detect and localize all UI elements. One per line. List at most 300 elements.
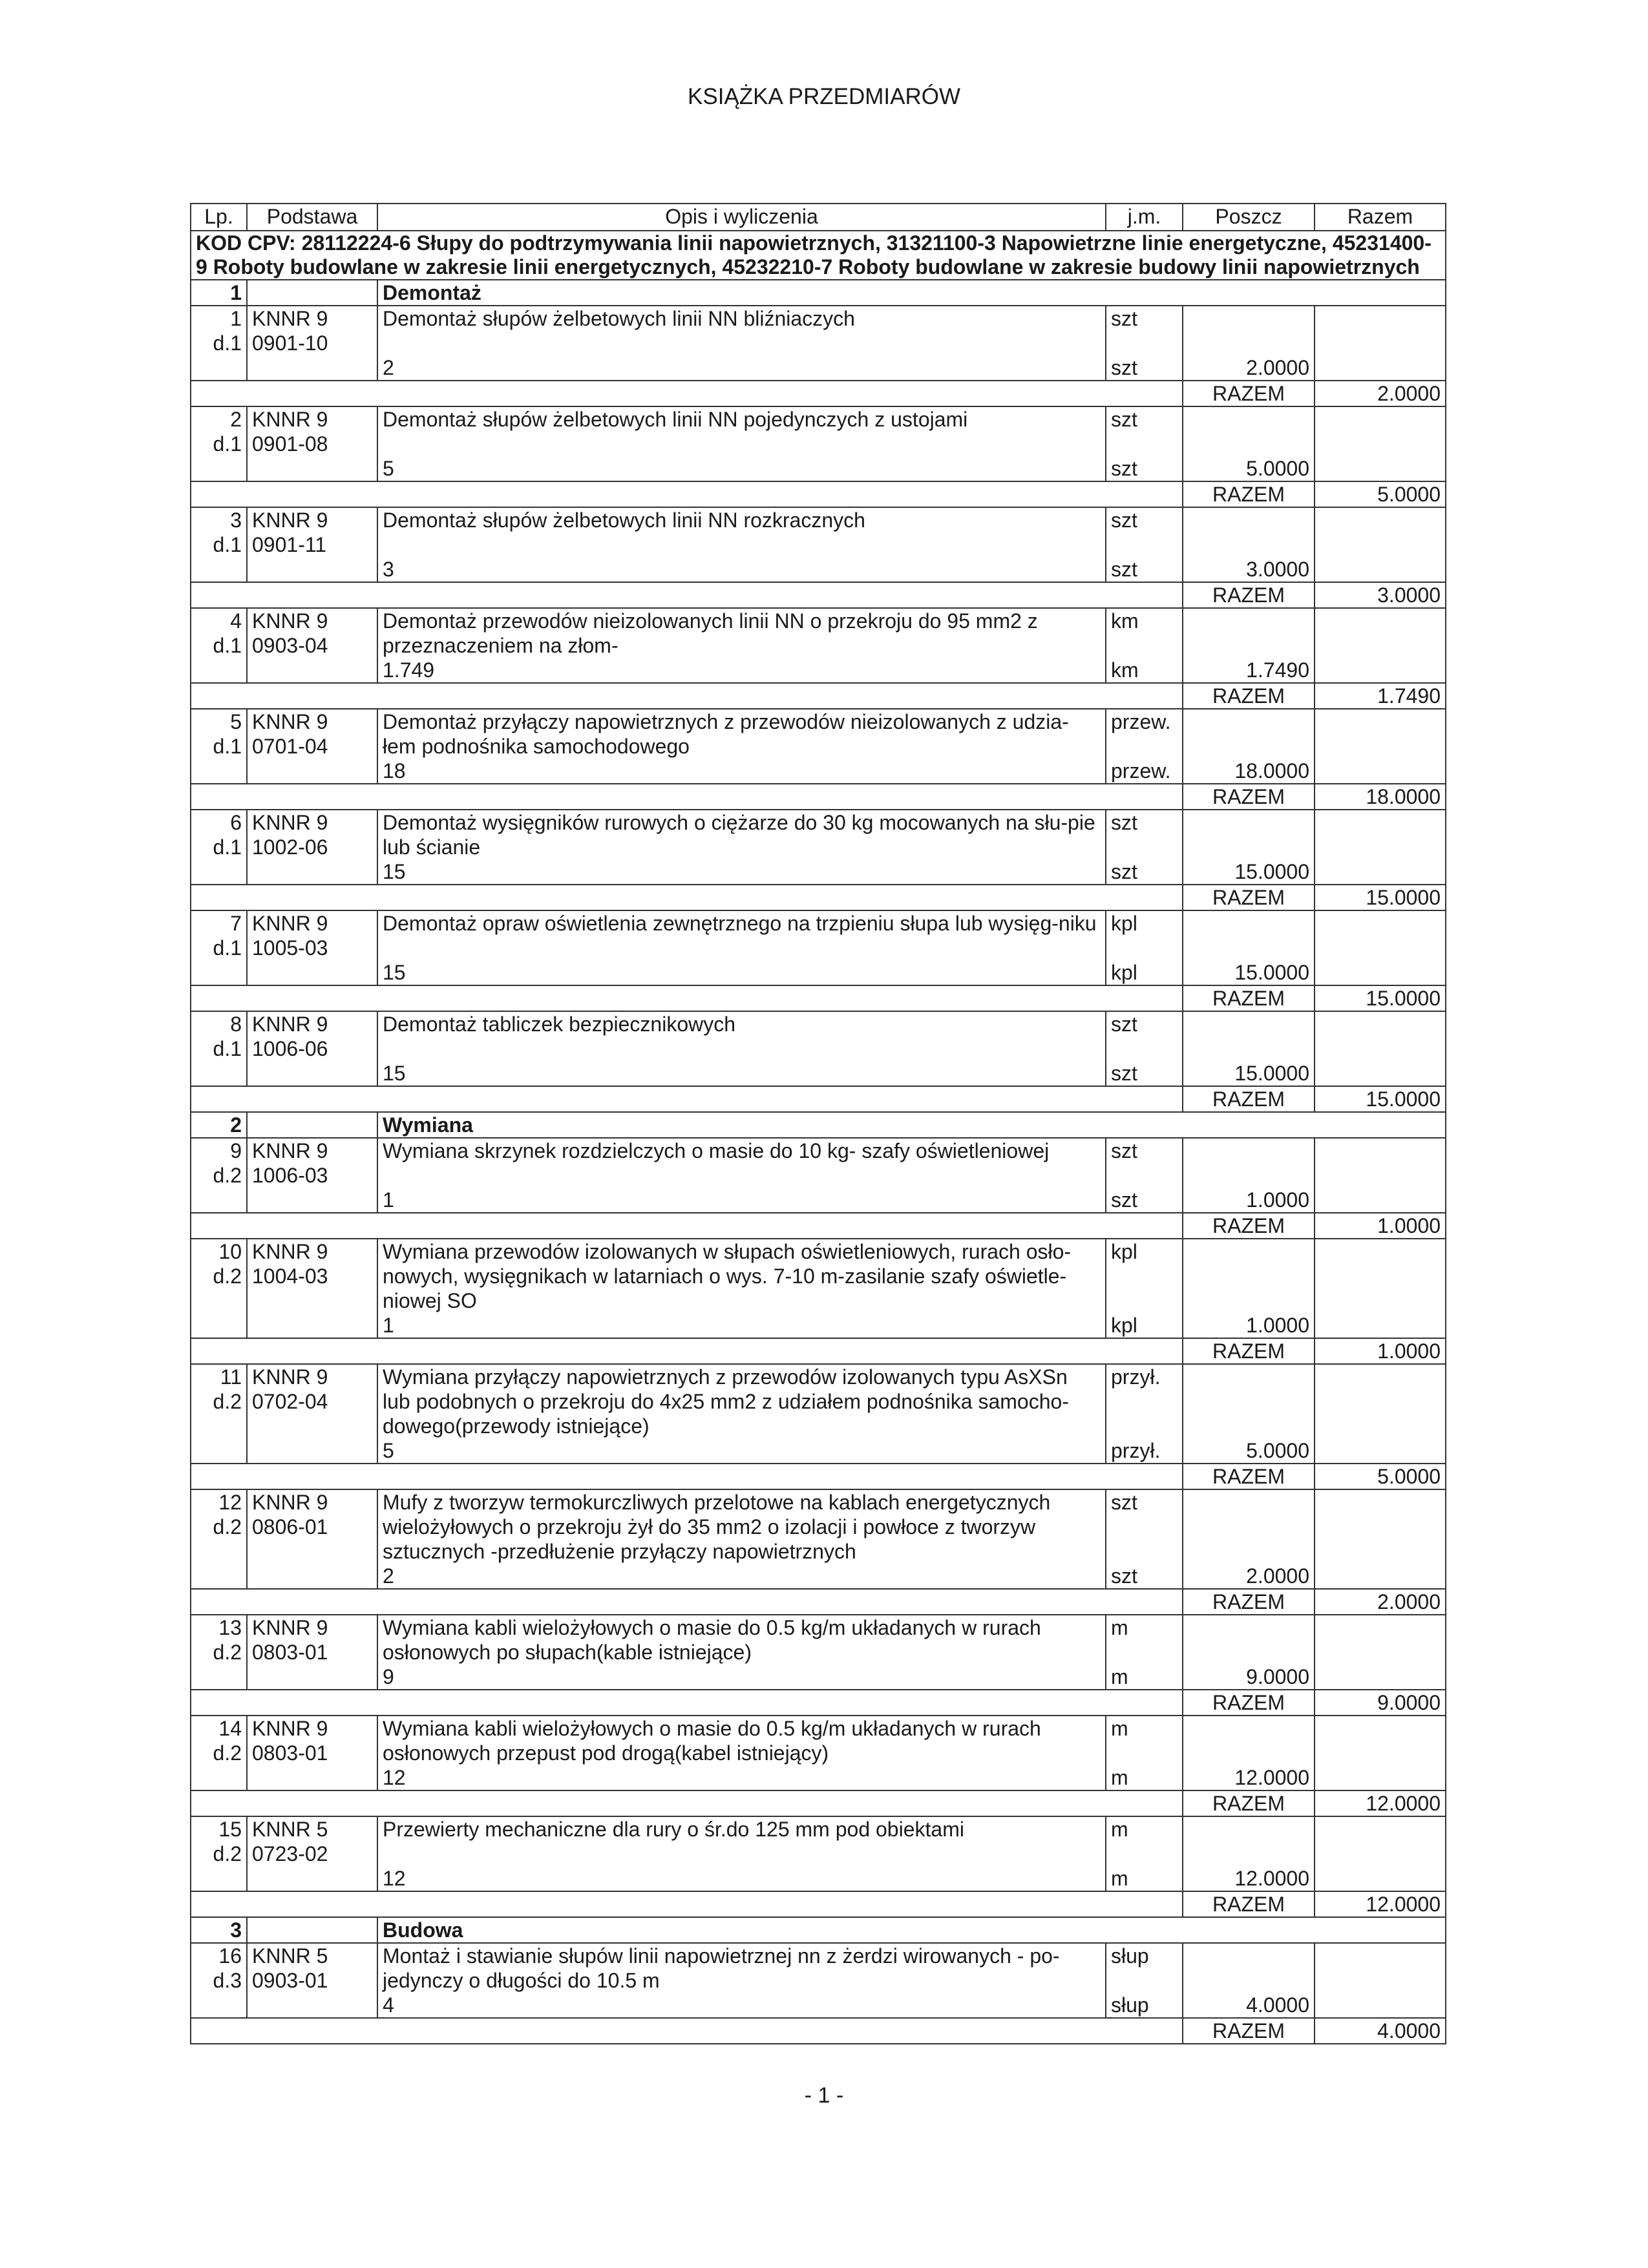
item-total-empty (1315, 1138, 1446, 1213)
item-lp-number: 2 (230, 408, 242, 431)
item-description-text: Demontaż słupów żelbetowych linii NN pojedynczych z ustojami (383, 408, 968, 431)
item-lp-number: 1 (230, 307, 242, 330)
table-row (191, 406, 1446, 481)
item-lp-sub: d.1 (213, 331, 242, 355)
item-quantity: 1.0000 (1183, 1138, 1315, 1213)
razem-label: RAZEM (1183, 481, 1315, 507)
item-unit-bottom: słup (1111, 1993, 1149, 2017)
item-calculation: 18 (383, 759, 406, 782)
table-body (191, 231, 1446, 2044)
table-row (191, 709, 1446, 784)
item-calculation: 5 (383, 1439, 394, 1462)
table-row (191, 507, 1446, 582)
header-lp: Lp. (191, 204, 247, 231)
razem-row (191, 1464, 1446, 1489)
razem-spacer (191, 985, 1183, 1011)
razem-value: 15.0000 (1315, 985, 1446, 1011)
razem-row (191, 381, 1446, 406)
item-total-empty (1315, 1489, 1446, 1589)
item-lp-number: 4 (230, 609, 242, 633)
item-calculation: 5 (383, 457, 394, 480)
razem-label: RAZEM (1183, 582, 1315, 608)
razem-spacer (191, 2018, 1183, 2044)
item-unit (1106, 709, 1183, 784)
item-lp-sub: d.1 (213, 936, 242, 960)
item-basis (247, 1011, 377, 1086)
item-lp (191, 1138, 247, 1213)
razem-row (191, 582, 1446, 608)
item-unit (1106, 1138, 1183, 1213)
item-basis (247, 1943, 377, 2018)
razem-value: 1.7490 (1315, 683, 1446, 709)
item-quantity: 3.0000 (1183, 507, 1315, 582)
item-lp (191, 910, 247, 985)
item-unit-top: kpl (1111, 1240, 1137, 1263)
item-lp-number: 6 (230, 811, 242, 834)
item-description-text: Demontaż przyłączy napowietrznych z przewodów nieizolowanych z udzia-łem podnośnika samochodowego (383, 710, 1069, 758)
razem-value: 1.0000 (1315, 1338, 1446, 1364)
item-total-empty (1315, 810, 1446, 885)
section-number: 2 (191, 1112, 247, 1138)
header-razem: Razem (1315, 204, 1446, 231)
razem-value: 15.0000 (1315, 1086, 1446, 1112)
item-unit (1106, 608, 1183, 683)
item-basis (247, 406, 377, 481)
item-basis-sub: 0901-08 (252, 432, 328, 456)
razem-value: 4.0000 (1315, 2018, 1446, 2044)
section-row (191, 1112, 1446, 1138)
item-basis (247, 507, 377, 582)
item-total-empty (1315, 910, 1446, 985)
razem-spacer (191, 784, 1183, 810)
razem-row (191, 2018, 1446, 2044)
cpv-text: KOD CPV: 28112224-6 Słupy do podtrzymywania linii napowietrznych, 31321100-3 Napowietrzne linie energetyczne, 45231400-9 Roboty budowlane w zakresie linii energetycznych, 45232210-7 Roboty budowlane w zakresie budowy linii napowietrznych (191, 231, 1446, 280)
item-lp (191, 1943, 247, 2018)
item-unit-bottom: szt (1111, 1062, 1137, 1085)
table-row (191, 1615, 1446, 1690)
item-lp (191, 709, 247, 784)
item-total-empty (1315, 406, 1446, 481)
item-basis (247, 1816, 377, 1891)
razem-label: RAZEM (1183, 1891, 1315, 1917)
razem-label: RAZEM (1183, 784, 1315, 810)
item-unit-bottom: szt (1111, 1188, 1137, 1212)
header-podstawa: Podstawa (247, 204, 377, 231)
item-basis-code: KNNR 9 (252, 811, 328, 834)
table-row (191, 1716, 1446, 1790)
page-number: - 1 - (804, 2083, 844, 2108)
item-basis (247, 1364, 377, 1464)
razem-label: RAZEM (1183, 381, 1315, 406)
item-basis-code: KNNR 9 (252, 1139, 328, 1162)
item-total-empty (1315, 709, 1446, 784)
item-lp-number: 7 (230, 912, 242, 935)
item-total-empty (1315, 1615, 1446, 1690)
item-description-text: Demontaż słupów żelbetowych linii NN rozkracznych (383, 509, 865, 532)
razem-row (191, 1086, 1446, 1112)
item-calculation: 1 (383, 1314, 394, 1337)
razem-label: RAZEM (1183, 1338, 1315, 1364)
item-lp-number: 16 (218, 1944, 242, 1968)
item-unit-bottom: km (1111, 658, 1139, 682)
item-calculation: 12 (383, 1766, 406, 1789)
item-lp-sub: d.1 (213, 1037, 242, 1060)
razem-label: RAZEM (1183, 1790, 1315, 1816)
item-lp-number: 3 (230, 509, 242, 532)
section-spacer (247, 1112, 377, 1138)
item-calculation: 2 (383, 1564, 394, 1588)
item-quantity: 4.0000 (1183, 1943, 1315, 2018)
item-lp-sub: d.2 (213, 1842, 242, 1865)
razem-spacer (191, 381, 1183, 406)
razem-row (191, 683, 1446, 709)
item-unit-bottom: przew. (1111, 759, 1171, 782)
item-description-text: Demontaż wysięgników rurowych o ciężarze do 30 kg mocowanych na słu-pie lub ścianie (383, 811, 1095, 859)
item-basis-code: KNNR 9 (252, 1717, 328, 1740)
item-unit (1106, 1943, 1183, 2018)
razem-spacer (191, 1086, 1183, 1112)
razem-spacer (191, 1790, 1183, 1816)
item-basis-sub: 0901-10 (252, 331, 328, 355)
item-unit-bottom: m (1111, 1665, 1128, 1688)
item-quantity: 2.0000 (1183, 306, 1315, 381)
table-row (191, 1011, 1446, 1086)
item-unit (1106, 1364, 1183, 1464)
item-basis-code: KNNR 9 (252, 307, 328, 330)
item-total-empty (1315, 1816, 1446, 1891)
razem-label: RAZEM (1183, 1213, 1315, 1239)
item-description (377, 1489, 1106, 1589)
item-unit (1106, 810, 1183, 885)
razem-label: RAZEM (1183, 985, 1315, 1011)
razem-spacer (191, 683, 1183, 709)
item-total-empty (1315, 306, 1446, 381)
item-lp (191, 1364, 247, 1464)
item-lp-number: 11 (220, 1365, 242, 1389)
item-quantity: 15.0000 (1183, 910, 1315, 985)
table-row (191, 910, 1446, 985)
item-basis-sub: 1006-06 (252, 1037, 328, 1060)
item-lp (191, 1816, 247, 1891)
item-total-empty (1315, 608, 1446, 683)
razem-row (191, 1213, 1446, 1239)
item-description-text: Wymiana kabli wielożyłowych o masie do 0.5 kg/m układanych w rurach osłonowych przepust pod drogą(kabel istniejący) (383, 1717, 1041, 1765)
item-basis (247, 910, 377, 985)
item-calculation: 1.749 (383, 658, 435, 682)
table-row (191, 810, 1446, 885)
item-description (377, 810, 1106, 885)
item-description-text: Przewierty mechaniczne dla rury o śr.do 125 mm pod obiektami (383, 1818, 964, 1841)
item-lp (191, 1615, 247, 1690)
razem-spacer (191, 582, 1183, 608)
razem-row (191, 1891, 1446, 1917)
item-lp-number: 15 (218, 1818, 242, 1841)
item-quantity: 15.0000 (1183, 810, 1315, 885)
item-lp-sub: d.1 (213, 533, 242, 556)
item-basis-code: KNNR 9 (252, 1616, 328, 1639)
item-unit-top: szt (1111, 1139, 1137, 1162)
item-lp-number: 12 (218, 1491, 242, 1514)
razem-spacer (191, 1690, 1183, 1716)
item-quantity: 12.0000 (1183, 1816, 1315, 1891)
item-total-empty (1315, 1364, 1446, 1464)
razem-spacer (191, 1464, 1183, 1489)
item-basis-code: KNNR 9 (252, 912, 328, 935)
item-lp (191, 1239, 247, 1338)
item-unit (1106, 507, 1183, 582)
item-description (377, 406, 1106, 481)
item-description (377, 709, 1106, 784)
item-lp-sub: d.2 (213, 1390, 242, 1413)
section-spacer (247, 280, 377, 306)
item-lp-sub: d.2 (213, 1741, 242, 1765)
item-lp-number: 13 (218, 1616, 242, 1639)
razem-value: 3.0000 (1315, 582, 1446, 608)
item-basis-sub: 0903-04 (252, 634, 328, 657)
item-calculation: 3 (383, 558, 394, 581)
item-lp-sub: d.2 (213, 1641, 242, 1664)
item-quantity: 2.0000 (1183, 1489, 1315, 1589)
item-quantity: 1.7490 (1183, 608, 1315, 683)
item-quantity: 18.0000 (1183, 709, 1315, 784)
razem-spacer (191, 1891, 1183, 1917)
razem-value: 2.0000 (1315, 381, 1446, 406)
item-unit-top: szt (1111, 1013, 1137, 1036)
razem-spacer (191, 885, 1183, 910)
item-lp-number: 9 (230, 1139, 242, 1162)
item-unit-bottom: szt (1111, 356, 1137, 379)
item-basis-sub: 1004-03 (252, 1265, 328, 1288)
table-row (191, 1239, 1446, 1338)
item-unit (1106, 1816, 1183, 1891)
razem-row (191, 885, 1446, 910)
item-quantity: 5.0000 (1183, 406, 1315, 481)
item-description (377, 608, 1106, 683)
table-row (191, 1138, 1446, 1213)
item-basis (247, 810, 377, 885)
table-header-row (191, 204, 1446, 231)
item-unit-bottom: szt (1111, 457, 1137, 480)
item-quantity: 1.0000 (1183, 1239, 1315, 1338)
razem-row (191, 784, 1446, 810)
item-description (377, 1615, 1106, 1690)
section-row (191, 1917, 1446, 1943)
razem-value: 12.0000 (1315, 1891, 1446, 1917)
item-basis-sub: 0702-04 (252, 1390, 328, 1413)
item-basis-sub: 0903-01 (252, 1969, 328, 1992)
item-basis (247, 1716, 377, 1790)
item-calculation: 1 (383, 1188, 394, 1212)
item-quantity: 5.0000 (1183, 1364, 1315, 1464)
item-lp-sub: d.2 (213, 1265, 242, 1288)
item-basis-code: KNNR 9 (252, 1491, 328, 1514)
table-row (191, 1364, 1446, 1464)
item-description-text: Demontaż opraw oświetlenia zewnętrznego na trzpieniu słupa lub wysięg-niku (383, 912, 1097, 935)
item-basis (247, 709, 377, 784)
item-lp-sub: d.2 (213, 1164, 242, 1187)
item-basis-sub: 0803-01 (252, 1641, 328, 1664)
item-basis-sub: 0803-01 (252, 1741, 328, 1765)
item-description (377, 1364, 1106, 1464)
item-unit-bottom: kpl (1111, 1314, 1137, 1337)
item-unit (1106, 1716, 1183, 1790)
item-description-text: Demontaż tabliczek bezpiecznikowych (383, 1013, 736, 1036)
item-lp (191, 1011, 247, 1086)
item-lp-number: 14 (218, 1717, 242, 1740)
razem-spacer (191, 481, 1183, 507)
item-basis (247, 1615, 377, 1690)
razem-label: RAZEM (1183, 1690, 1315, 1716)
item-unit (1106, 1615, 1183, 1690)
item-lp-sub: d.1 (213, 835, 242, 859)
item-basis-code: KNNR 9 (252, 1013, 328, 1036)
item-lp-sub: d.1 (213, 735, 242, 758)
razem-label: RAZEM (1183, 1086, 1315, 1112)
razem-row (191, 1589, 1446, 1615)
item-unit-top: m (1111, 1717, 1128, 1740)
item-unit-top: szt (1111, 509, 1137, 532)
item-unit-top: szt (1111, 307, 1137, 330)
item-lp (191, 306, 247, 381)
item-total-empty (1315, 1239, 1446, 1338)
item-calculation: 15 (383, 1062, 406, 1085)
item-unit-bottom: m (1111, 1867, 1128, 1890)
item-total-empty (1315, 1011, 1446, 1086)
razem-label: RAZEM (1183, 885, 1315, 910)
section-title: Wymiana (377, 1112, 1446, 1138)
item-total-empty (1315, 507, 1446, 582)
razem-row (191, 1790, 1446, 1816)
item-quantity: 15.0000 (1183, 1011, 1315, 1086)
item-lp (191, 507, 247, 582)
section-row (191, 280, 1446, 306)
razem-row (191, 481, 1446, 507)
table-row (191, 1489, 1446, 1589)
header-jm: j.m. (1106, 204, 1183, 231)
item-basis-code: KNNR 9 (252, 609, 328, 633)
razem-value: 1.0000 (1315, 1213, 1446, 1239)
razem-row (191, 1690, 1446, 1716)
item-lp (191, 1489, 247, 1589)
item-description (377, 1943, 1106, 2018)
razem-label: RAZEM (1183, 1464, 1315, 1489)
item-description (377, 1011, 1106, 1086)
item-calculation: 12 (383, 1867, 406, 1890)
item-unit-top: kpl (1111, 912, 1137, 935)
razem-label: RAZEM (1183, 2018, 1315, 2044)
table-row (191, 1816, 1446, 1891)
item-basis-sub: 0806-01 (252, 1515, 328, 1538)
item-basis-sub: 0701-04 (252, 735, 328, 758)
razem-label: RAZEM (1183, 683, 1315, 709)
item-unit-bottom: m (1111, 1766, 1128, 1789)
item-lp-sub: d.3 (213, 1969, 242, 1992)
item-basis (247, 306, 377, 381)
razem-spacer (191, 1213, 1183, 1239)
item-unit (1106, 306, 1183, 381)
item-basis-sub: 1002-06 (252, 835, 328, 859)
item-unit-bottom: szt (1111, 860, 1137, 883)
measurements-table (190, 203, 1446, 2044)
item-description (377, 910, 1106, 985)
section-title: Demontaż (377, 280, 1446, 306)
item-lp-number: 10 (218, 1240, 242, 1263)
item-unit (1106, 1239, 1183, 1338)
item-lp-sub: d.2 (213, 1515, 242, 1538)
item-basis-code: KNNR 9 (252, 710, 328, 733)
item-unit-top: przew. (1111, 710, 1171, 733)
item-unit (1106, 1489, 1183, 1589)
item-lp-number: 5 (230, 710, 242, 733)
item-unit-top: szt (1111, 1491, 1137, 1514)
item-description-text: Wymiana kabli wielożyłowych o masie do 0.5 kg/m układanych w rurach osłonowych po słupach(kable istniejące) (383, 1616, 1041, 1664)
item-calculation: 9 (383, 1665, 394, 1688)
item-unit-top: szt (1111, 408, 1137, 431)
item-unit-top: szt (1111, 811, 1137, 834)
item-lp-sub: d.1 (213, 634, 242, 657)
header-poszcz: Poszcz (1183, 204, 1315, 231)
item-basis (247, 1239, 377, 1338)
item-lp-sub: d.1 (213, 432, 242, 456)
item-unit (1106, 406, 1183, 481)
item-description-text: Wymiana skrzynek rozdzielczych o masie do 10 kg- szafy oświetleniowej (383, 1139, 1050, 1162)
header-opis: Opis i wyliczenia (377, 204, 1106, 231)
item-total-empty (1315, 1943, 1446, 2018)
razem-row (191, 985, 1446, 1011)
item-basis-sub: 0723-02 (252, 1842, 328, 1865)
item-lp-number: 8 (230, 1013, 242, 1036)
item-calculation: 4 (383, 1993, 394, 2017)
section-number: 1 (191, 280, 247, 306)
item-description (377, 1816, 1106, 1891)
item-unit-top: słup (1111, 1944, 1149, 1968)
section-spacer (247, 1917, 377, 1943)
item-basis-sub: 0901-11 (252, 533, 327, 556)
item-basis-code: KNNR 9 (252, 408, 328, 431)
razem-value: 2.0000 (1315, 1589, 1446, 1615)
item-unit-top: km (1111, 609, 1139, 633)
item-unit (1106, 910, 1183, 985)
item-unit-bottom: kpl (1111, 961, 1137, 984)
item-calculation: 2 (383, 356, 394, 379)
razem-value: 9.0000 (1315, 1690, 1446, 1716)
razem-value: 5.0000 (1315, 481, 1446, 507)
item-total-empty (1315, 1716, 1446, 1790)
item-basis-code: KNNR 9 (252, 509, 328, 532)
item-basis (247, 608, 377, 683)
razem-spacer (191, 1338, 1183, 1364)
item-calculation: 15 (383, 961, 406, 984)
razem-value: 5.0000 (1315, 1464, 1446, 1489)
item-description (377, 507, 1106, 582)
item-basis-code: KNNR 9 (252, 1365, 328, 1389)
item-quantity: 12.0000 (1183, 1716, 1315, 1790)
item-basis-code: KNNR 5 (252, 1818, 328, 1841)
item-unit-bottom: przył. (1111, 1439, 1161, 1462)
razem-value: 15.0000 (1315, 885, 1446, 910)
item-basis (247, 1489, 377, 1589)
table-row (191, 306, 1446, 381)
razem-row (191, 1338, 1446, 1364)
item-unit-bottom: szt (1111, 1564, 1137, 1588)
item-unit (1106, 1011, 1183, 1086)
item-description-text: Wymiana przyłączy napowietrznych z przewodów izolowanych typu AsXSn lub podobnych o przekroju do 4x25 mm2 z udziałem podnośnika samocho-dowego(przewody istniejące) (383, 1365, 1069, 1438)
item-description-text: Mufy z tworzyw termokurczliwych przelotowe na kablach energetycznych wielożyłowych o przekroju żył do 35 mm2 o izolacji i powłoce z tworzyw sztucznych -przedłużenie przyłączy napowietrznych (383, 1491, 1051, 1563)
razem-label: RAZEM (1183, 1589, 1315, 1615)
item-basis-code: KNNR 9 (252, 1240, 328, 1263)
item-description-text: Montaż i stawianie słupów linii napowietrznej nn z żerdzi wirowanych - po-jedynczy o długości do 10.5 m (383, 1944, 1060, 1992)
item-lp (191, 406, 247, 481)
